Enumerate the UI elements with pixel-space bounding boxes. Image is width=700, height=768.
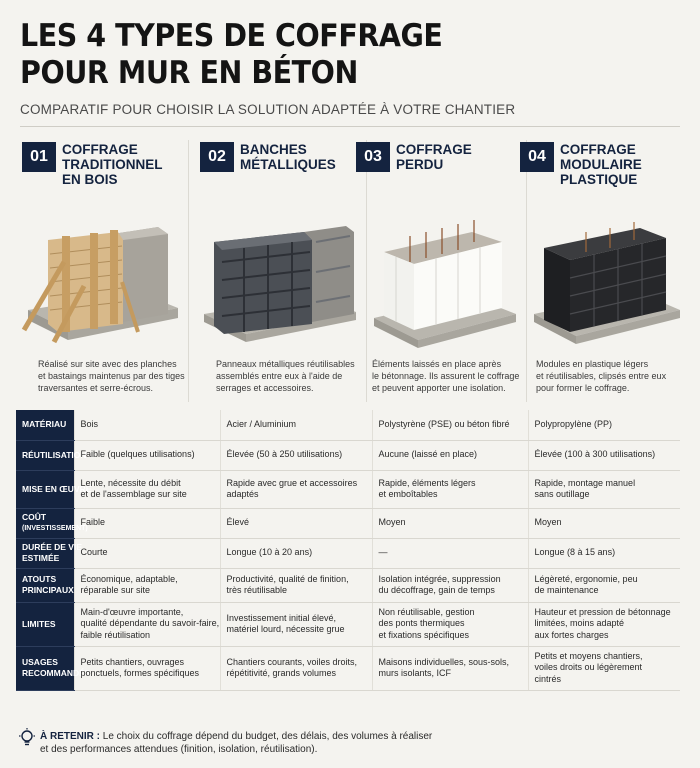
wood-formwork-illustration [18,192,182,352]
type-card-4 [516,140,680,402]
table-cell [74,440,220,470]
type-description [38,358,188,394]
row-header-line: RECOMMANDÉS [22,668,91,678]
type-card-3 [352,140,520,402]
cell-line: Investissement initial élevé, [226,612,337,623]
description-line: Panneaux métalliques réutilisables [216,359,355,369]
type-number-badge: 03 [356,142,390,172]
cell-line: Rapide avec grue et accessoires [226,477,358,488]
row-header [16,568,74,602]
type-title-line: TRADITIONNEL [62,157,163,172]
cell-line: réparable sur site [80,585,151,595]
table-cell [528,410,680,440]
page-subtitle: COMPARATIF POUR CHOISIR LA SOLUTION ADAPTÉE À VOTRE CHANTIER [20,102,516,117]
description-line: Modules en plastique légers [536,359,649,369]
type-title [240,142,336,172]
table-cell [528,646,680,690]
cell-line: Faible (quelques utilisations) [80,449,195,460]
row-header-line: ESTIMÉE [22,553,60,563]
cell-line: qualité dépendante du savoir-faire, [80,618,220,629]
table-cell [220,646,372,690]
cell-line: et emboîtables [378,489,438,499]
table-cell [528,602,680,646]
cell-line: Économique, adaptable, [80,573,178,584]
cell-line: Petits chantiers, ouvrages [80,656,185,667]
comparison-table [16,410,680,691]
cell-line: Rapide, éléments légers [378,477,476,488]
table-cell [372,568,528,602]
row-header-line: ATOUTS [22,574,57,584]
type-number-badge: 02 [200,142,234,172]
row-header [16,646,91,690]
takeaway-label: À RETENIR : [40,731,100,742]
table-cell [220,538,372,568]
cell-line: et de l'assemblage sur site [80,489,187,499]
cell-line: Rapide, montage manuel [534,477,636,488]
type-title-line: EN BOIS [62,172,118,187]
type-title [396,142,472,172]
cell-line: Acier / Aluminium [226,419,297,429]
type-description [216,358,366,394]
table-cell [220,410,372,440]
cell-line: répétitivité, grands volumes [226,668,337,678]
plastic-formwork-illustration [516,192,680,352]
table-cell [528,538,680,568]
row-header-line: LIMITES [22,618,56,629]
table-cell [74,410,220,440]
row-header-line: MATÉRIAU [22,419,67,430]
table-cell [528,508,680,538]
header-divider [20,126,680,127]
type-title [62,142,163,187]
table-cell [372,470,528,508]
table-row [16,646,680,690]
cell-line: Longue (10 à 20 ans) [226,547,313,558]
table-cell [372,538,528,568]
cell-line: adaptés [226,489,259,499]
row-header-line: USAGES [22,657,58,667]
description-line: et réutilisables, clipsés entre eux [536,371,667,381]
table-row [16,568,680,602]
table-row [16,440,680,470]
cell-line: Élevé [226,517,250,528]
type-title-line: MÉTALLIQUES [240,157,336,172]
cell-line: très réutilisable [226,585,288,595]
table-row [16,538,680,568]
type-description [372,358,522,394]
cell-line: matériel lourd, nécessite grue [226,624,345,634]
column-divider [188,140,189,402]
cell-line: Maisons individuelles, sous-sols, [378,656,510,667]
row-header [16,602,74,646]
cell-line: murs isolants, ICF [378,668,452,678]
cell-line: Aucune (laissé en place) [378,449,478,460]
table-cell [372,646,528,690]
row-header-line: DURÉE DE VIE [22,542,82,552]
page-title-line-1: LES 4 TYPES DE COFFRAGE [20,18,443,54]
table-cell [372,440,528,470]
cell-line: limitées, moins adapté [534,618,625,629]
table-cell [220,508,372,538]
type-title-line: PLASTIQUE [560,172,638,187]
type-description [536,358,686,394]
row-header-line: COÛT [22,512,47,522]
cell-line: Main-d'œuvre importante, [80,606,184,617]
description-line: Éléments laissés en place après [372,359,502,369]
table-cell [74,538,220,568]
type-title-line: COFFRAGE [62,142,138,157]
page-title-line-2: POUR MUR EN BÉTON [20,55,358,91]
type-number-badge: 04 [520,142,554,172]
table-cell [372,602,528,646]
table-cell [372,508,528,538]
metal-formwork-illustration [196,192,360,352]
cell-line: Polystyrène (PSE) ou béton fibré [378,419,510,429]
table-cell [74,602,220,646]
page-title [20,18,442,92]
cell-line: Faible [80,517,106,528]
row-header [16,440,87,470]
insulated-formwork-illustration [352,192,516,352]
table-cell [220,440,372,470]
description-line: pour former le coffrage. [536,383,630,393]
cell-line: Légèreté, ergonomie, peu [534,573,638,584]
table-cell [74,508,220,538]
table-row [16,470,680,508]
takeaway-text-line-2: et des performances attendues (finition, isolation, réutilisation). [40,744,318,755]
row-header-line: PRINCIPAUX [22,585,74,595]
row-header [16,538,82,568]
table-row [16,410,680,440]
row-header-line: RÉUTILISATION [22,449,87,460]
description-line: assemblés entre eux à l'aide de [216,371,343,381]
table-cell [220,470,372,508]
row-header [16,508,88,538]
cell-line: — [378,547,388,558]
cell-line: Productivité, qualité de finition, [226,573,349,584]
row-header [16,410,74,440]
cell-line: voiles droits ou légèrement [534,662,643,673]
cell-line: aux fortes charges [534,629,609,640]
cell-line: Élevée (100 à 300 utilisations) [534,449,656,460]
cell-line: Lente, nécessite du débit [80,477,181,488]
type-card-2 [196,140,360,402]
cell-line: Petits et moyens chantiers, [534,650,643,661]
description-line: le bétonnage. Ils assurent le coffrage [372,371,520,381]
cell-line: Isolation intégrée, suppression [378,573,501,584]
description-line: et bastaings maintenus par des tiges [38,371,185,381]
table-cell [220,602,372,646]
table-cell [528,470,680,508]
type-title-line: BANCHES [240,142,307,157]
table-cell [528,568,680,602]
cell-line: sans outillage [534,489,590,499]
cell-line: Longue (8 à 15 ans) [534,547,616,558]
description-line: traversantes et serre-écrous. [38,383,154,393]
type-number-badge: 01 [22,142,56,172]
table-cell [220,568,372,602]
cell-line: Non réutilisable, gestion [378,606,475,617]
cell-line: et fixations spécifiques [378,629,470,640]
description-line: Réalisé sur site avec des planches [38,359,177,369]
type-title-line: PERDU [396,157,444,172]
type-title-line: COFFRAGE [560,142,636,157]
table-row [16,602,680,646]
type-title-line: COFFRAGE [396,142,472,157]
cell-line: ponctuels, formes spécifiques [80,668,200,678]
cell-line: Hauteur et pression de bétonnage [534,606,671,617]
cell-line: cintrés [534,673,562,684]
type-card-1 [18,140,185,402]
table-cell [528,440,680,470]
table-cell [372,410,528,440]
cell-line: Polypropylène (PP) [534,419,613,429]
cell-line: Chantiers courants, voiles droits, [226,656,358,667]
description-line: serrages et accessoires. [216,383,314,393]
cell-line: des ponts thermiques [378,618,465,629]
cell-line: Bois [80,419,99,429]
cell-line: du décoffrage, gain de temps [378,585,495,595]
cell-line: Courte [80,547,108,558]
cell-line: faible réutilisation [80,629,151,640]
cell-line: Moyen [534,517,562,528]
description-line: et peuvent apporter une isolation. [372,383,506,393]
row-header-line: (INVESTISSEMENT) [22,525,88,532]
table-cell [74,646,220,690]
table-row [16,508,680,538]
cell-line: Moyen [378,517,406,528]
table-cell [74,470,220,508]
lightbulb-icon [18,728,36,748]
row-header-line: MISE EN ŒUVRE [22,483,92,494]
row-header [16,470,92,508]
cell-line: de maintenance [534,585,599,595]
takeaway-text-line-1: Le choix du coffrage dépend du budget, des délais, des volumes à réaliser [100,731,433,742]
type-title [560,142,642,187]
table-cell [74,568,220,602]
cell-line: Élevée (50 à 250 utilisations) [226,449,343,460]
type-title-line: MODULAIRE [560,157,642,172]
